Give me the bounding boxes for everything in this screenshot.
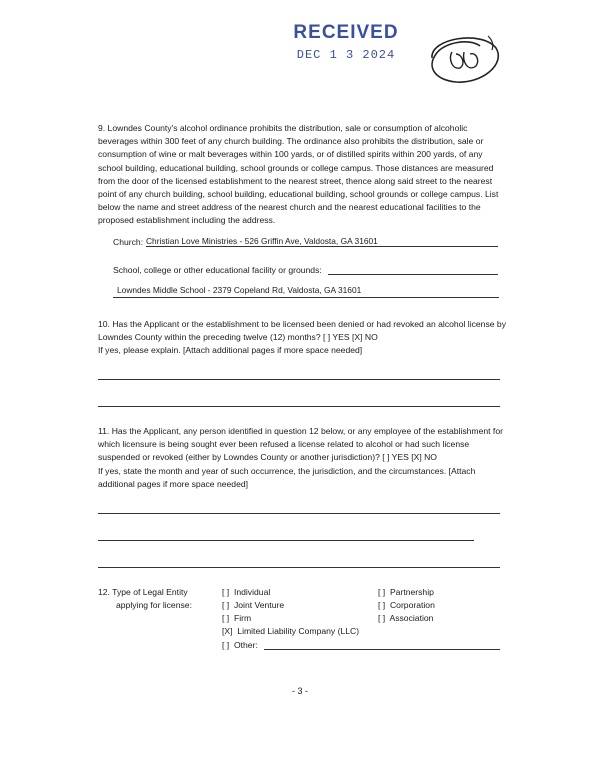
- church-label: Church:: [113, 237, 144, 247]
- checkbox-joint-venture[interactable]: [ ]: [222, 600, 230, 610]
- handwritten-initials: [422, 28, 504, 88]
- option-corporation-label: Corporation: [389, 600, 435, 610]
- option-other-label: Other:: [233, 640, 258, 650]
- school-label-line: [328, 274, 498, 275]
- option-firm-label: Firm: [233, 613, 252, 623]
- option-partnership[interactable]: [378, 587, 434, 597]
- stamp-title: RECEIVED: [293, 22, 399, 43]
- question-10-text: 10. Has the Applicant or the establishment to be licensed been denied or had revoked an alcohol license by Lowndes County within the preceding twelve (12) months? [ ] YES [X] NO: [98, 319, 506, 343]
- option-association-label: Association: [389, 613, 434, 623]
- church-field-value[interactable]: Christian Love Ministries - 526 Griffin Ave, Valdosta, GA 31601: [146, 236, 378, 246]
- received-stamp: [276, 22, 416, 62]
- question-11: [98, 425, 506, 491]
- question-11-instructions: If yes, state the month and year of such occurrence, the jurisdiction, and the circumstances. [Attach additional pages if more space needed]: [98, 465, 476, 489]
- option-individual[interactable]: [222, 587, 270, 597]
- question-10: [98, 318, 506, 358]
- checkbox-other[interactable]: [ ]: [222, 640, 230, 650]
- checkbox-llc[interactable]: [X]: [222, 626, 233, 636]
- option-llc-label: Limited Liability Company (LLC): [237, 626, 360, 636]
- option-firm[interactable]: [222, 613, 251, 623]
- answer-line-11c[interactable]: [98, 567, 500, 568]
- checkbox-firm[interactable]: [ ]: [222, 613, 230, 623]
- option-llc[interactable]: [222, 626, 359, 636]
- question-9: [98, 122, 508, 228]
- school-field-line: [113, 297, 499, 298]
- school-field-value[interactable]: Lowndes Middle School - 2379 Copeland Rd, Valdosta, GA 31601: [117, 285, 362, 295]
- option-partnership-label: Partnership: [389, 587, 434, 597]
- church-field-line: [146, 246, 498, 247]
- answer-line-11a[interactable]: [98, 513, 500, 514]
- question-10-instructions: If yes, please explain. [Attach additional pages if more space needed]: [98, 345, 363, 356]
- question-11-text: 11. Has the Applicant, any person identified in question 12 below, or any employee of the establishment for which licensure is being sought ever been refused a license related to alcohol or had such license suspended or revoked (either by Lowndes County or another jurisdiction)? [ ] YES [X] NO: [98, 426, 503, 463]
- option-corporation[interactable]: [378, 600, 435, 610]
- checkbox-association[interactable]: [ ]: [378, 613, 386, 623]
- stamp-date: DEC 1 3 2024: [296, 48, 396, 62]
- answer-line-11b[interactable]: [98, 540, 474, 541]
- other-field-line[interactable]: [264, 649, 500, 650]
- school-label: School, college or other educational facility or grounds:: [113, 265, 322, 275]
- option-other[interactable]: [222, 640, 258, 650]
- option-joint-venture-label: Joint Venture: [233, 600, 285, 610]
- checkbox-individual[interactable]: [ ]: [222, 587, 230, 597]
- checkbox-partnership[interactable]: [ ]: [378, 587, 386, 597]
- option-individual-label: Individual: [233, 587, 271, 597]
- option-association[interactable]: [378, 613, 433, 623]
- question-12-label-2: applying for license:: [116, 600, 192, 610]
- question-12-label: 12. Type of Legal Entity: [98, 587, 188, 597]
- option-joint-venture[interactable]: [222, 600, 284, 610]
- question-9-text: 9. Lowndes County's alcohol ordinance prohibits the distribution, sale or consumption of alcoholic beverages within 300 feet of any church building. The ordinance also prohibits the distribution, sale or consumption of wine or malt beverages within 100 yards, or of distilled spirits within 200 yards, of any school building, educational building, school grounds or college campus. Those distances are measured from the door of the licensed establishment to the nearest street, thence along said street to the nearest point of any church building, school building, educational building, school grounds or college campus. List below the name and street address of the nearest church and the nearest educational facilities to the proposed establishment including the address.: [98, 123, 499, 226]
- answer-line-10a[interactable]: [98, 379, 500, 380]
- checkbox-corporation[interactable]: [ ]: [378, 600, 386, 610]
- answer-line-10b[interactable]: [98, 406, 500, 407]
- page-number: - 3 -: [291, 686, 308, 696]
